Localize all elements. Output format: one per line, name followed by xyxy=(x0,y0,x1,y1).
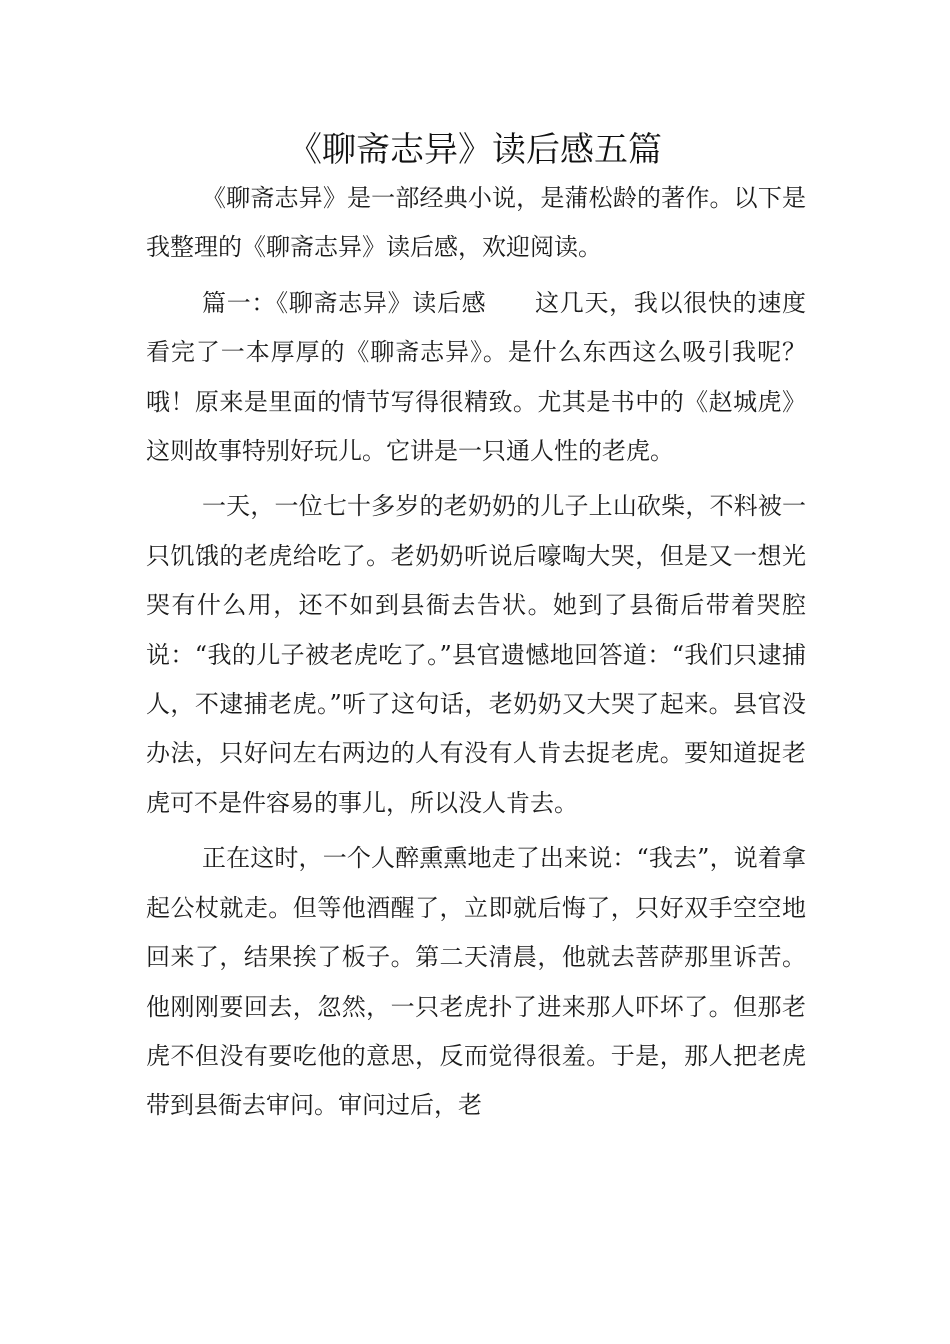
body-paragraph: 正在这时，一个人醉熏熏地走了出来说：“我去”，说着拿起公杖就走。但等他酒醒了，立即就后悔了，只好双手空空地回来了，结果挨了板子。第二天清晨，他就去菩萨那里诉苦。他刚刚要回去，忽然，一只老虎扑了进来那人吓坏了。但那老虎不但没有要吃他的意思，反而觉得很羞。于是，那人把老虎带到县衙去审问。审问过后，老 xyxy=(146,844,806,1120)
intro-paragraph: 《聊斋志异》是一部经典小说，是蒲松龄的著作。以下是我整理的《聊斋志异》读后感，欢迎阅读。 xyxy=(146,184,806,262)
document-title: 《聊斋志异》读后感五篇 xyxy=(288,130,662,170)
body-paragraph: 一天，一位七十多岁的老奶奶的儿子上山砍柴，不料被一只饥饿的老虎给吃了。老奶奶听说后嚎啕大哭，但是又一想光哭有什么用，还不如到县衙去告状。她到了县衙后带着哭腔说：“我的儿子被老虎吃了。”县官遗憾地回答道：“我们只逮捕人，不逮捕老虎。”听了这句话，老奶奶又大哭了起来。县官没办法，只好问左右两边的人有没有人肯去捉老虎。要知道捉老虎可不是件容易的事儿，所以没人肯去。 xyxy=(146,492,806,817)
document-body xyxy=(146,174,806,1137)
section-one-paragraph xyxy=(146,279,806,477)
section-one-heading: 篇一：《聊斋志异》读后感 xyxy=(202,288,487,317)
section-one-first-paragraph: 这几天，我以很快的速度看完了一本厚厚的《聊斋志异》。是什么东西这么吸引我呢？哦！原来是里面的情节写得很精致。尤其是书中的《赵城虎》这则故事特别好玩儿。它讲是一只通人性的老虎。 xyxy=(146,288,807,466)
